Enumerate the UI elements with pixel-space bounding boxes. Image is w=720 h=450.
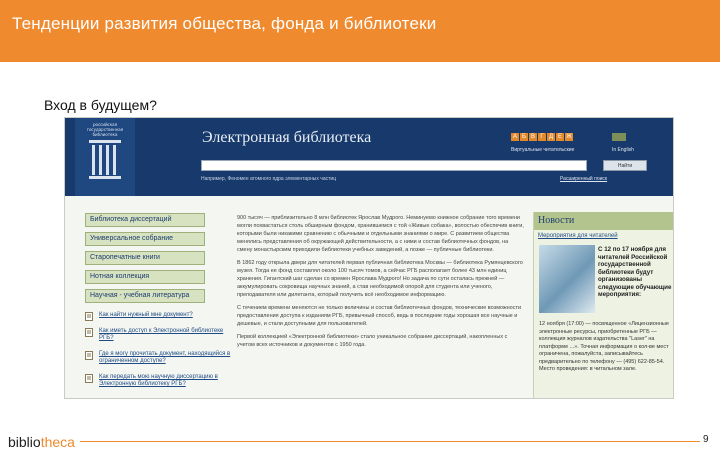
news-heading: Новости	[534, 212, 673, 230]
website-screenshot	[64, 117, 674, 399]
letter-tab[interactable]: В	[530, 134, 535, 140]
document-icon	[85, 312, 93, 321]
faq-item[interactable]	[85, 312, 235, 319]
intro-paragraph: С течением времени меняются не только величины и состав библиотечных фондов, технические возможности предоставления доступа к изданиям РГБ, привычный способ, ведь в последние годы хорошая все научные и дешевые, и стали доступными для пользователей.	[237, 305, 522, 327]
footer-logo-prefix: biblio	[8, 434, 41, 450]
nav-item-dissertations[interactable]: Библиотека диссертаций	[85, 213, 205, 227]
english-flag-icon[interactable]	[612, 133, 626, 141]
search-button[interactable]: Найти	[603, 160, 647, 171]
intro-text	[237, 214, 525, 354]
alphabet-tabs	[511, 133, 573, 141]
logo-text: российская государственная библиотека	[86, 122, 124, 137]
news-image	[539, 245, 595, 313]
english-link[interactable]: In English	[612, 147, 634, 153]
footer-divider	[80, 441, 700, 442]
letter-tab[interactable]: Д	[548, 134, 554, 140]
faq-item-label: Как иметь доступ к Электронной библиотеке РГБ?	[99, 328, 224, 341]
search-input[interactable]	[201, 160, 587, 171]
nav-item-sheet-music[interactable]: Нотная коллекция	[85, 270, 205, 284]
intro-paragraph: В 1862 году открыла двери для читателей первая публичная библиотека Москвы — библиотека Румянцевского музея. Тогда ее фонд составлял около 100 тысяч томов, а сейчас РГБ располагает более 43 млн единиц хранения. Гигантский шаг сделан со времен Ярослава Мудрого! Но задача по сути осталась прежней — аккумулировать сокровища научных знаний, а став необходимой опорой для студента или ученого, преподавателя или дилетанта, который получить всё необходимое информацию.	[237, 260, 523, 298]
faq-item[interactable]	[85, 351, 235, 365]
faq-item[interactable]	[85, 328, 235, 342]
document-icon	[85, 374, 93, 383]
intro-paragraph: Первой коллекцией «Электронной библиотеки» стало уникальное собрание диссертаций, накопленных с учетом всех источников и документов с 1950 года.	[237, 334, 508, 348]
title-bar	[0, 0, 720, 62]
letter-tab[interactable]: Г	[538, 133, 546, 141]
news-detail-text: 12 ноября (17:00) — посвященное «Лицензионные электронные ресурсы, приобретенные РГБ — коллекция журналов издательства "Laser" на платформе ...». Точная информация о кол-ве мест ограничена, пожалуйста, записывайтесь предварительно по телефону — (495) 622-85-54. Место проведения: в читальном зале.	[539, 321, 669, 372]
nav-item-old-printed[interactable]: Старопечатные книги	[85, 251, 205, 265]
virtual-reader-link[interactable]: Виртуальные читательские	[511, 147, 575, 153]
footer-logo	[8, 434, 75, 450]
news-column	[533, 212, 673, 399]
letter-tab[interactable]: А	[512, 134, 517, 140]
library-logo-icon	[89, 140, 121, 180]
page-number: 9	[703, 434, 709, 445]
faq-item-label: Как найти нужный мне документ?	[99, 312, 193, 318]
letter-tab[interactable]: Е	[557, 134, 562, 140]
collections-nav	[85, 213, 205, 308]
site-header	[65, 118, 674, 196]
search-hint: Например, Феномен атомного ядра элементарных частиц	[201, 176, 337, 182]
site-title: Электронная библиотека	[202, 129, 372, 146]
site-logo[interactable]	[75, 118, 135, 196]
document-icon	[85, 351, 93, 360]
extended-search-link[interactable]: Расширенный поиск	[560, 176, 608, 182]
faq-list	[85, 312, 235, 397]
letter-tab[interactable]: Б	[520, 133, 528, 141]
intro-paragraph: 900 тысяч — приблизительно 8 млн библиотек Ярослав Мудрого. Неминуемо книжное собрание того времени могли похвастаться столь обширным фондом, хранившемся с той «Живые собака», волостью обеспечив книги, которыми были никакими сравнению с обычными и отдельными знаниями о мире. С развитием общества менялись представления об окружающей действительности, а с ними и состав библиотечных фондов, на смену монастырским приходили библиотеки учебных заведений, а позже — публичные библиотеки.	[237, 215, 524, 253]
slide-title: Тенденции развития общества, фонда и библиотеки	[12, 14, 437, 33]
faq-item-label: Где я могу прочитать документ, находящийся в ограниченном доступе?	[99, 351, 231, 364]
faq-item[interactable]	[85, 374, 235, 388]
document-icon	[85, 328, 93, 337]
faq-item-label: Как передать мою научную диссертацию в Электронную библиотеку РГБ?	[99, 374, 218, 387]
news-subheading-link[interactable]: Мероприятия для читателей	[538, 233, 618, 239]
letter-tab[interactable]: Ж	[566, 134, 572, 140]
nav-item-universal[interactable]: Универсальное собрание	[85, 232, 205, 246]
footer-logo-suffix: theca	[40, 434, 75, 450]
slide-subtitle: Вход в будущем?	[44, 97, 157, 113]
nav-item-scientific[interactable]: Научная - учебная литература	[85, 289, 205, 303]
news-main-text: С 12 по 17 ноября для читателей Российской государственной библиотеки будут организованы следующие обучающие мероприятия:	[598, 246, 672, 298]
